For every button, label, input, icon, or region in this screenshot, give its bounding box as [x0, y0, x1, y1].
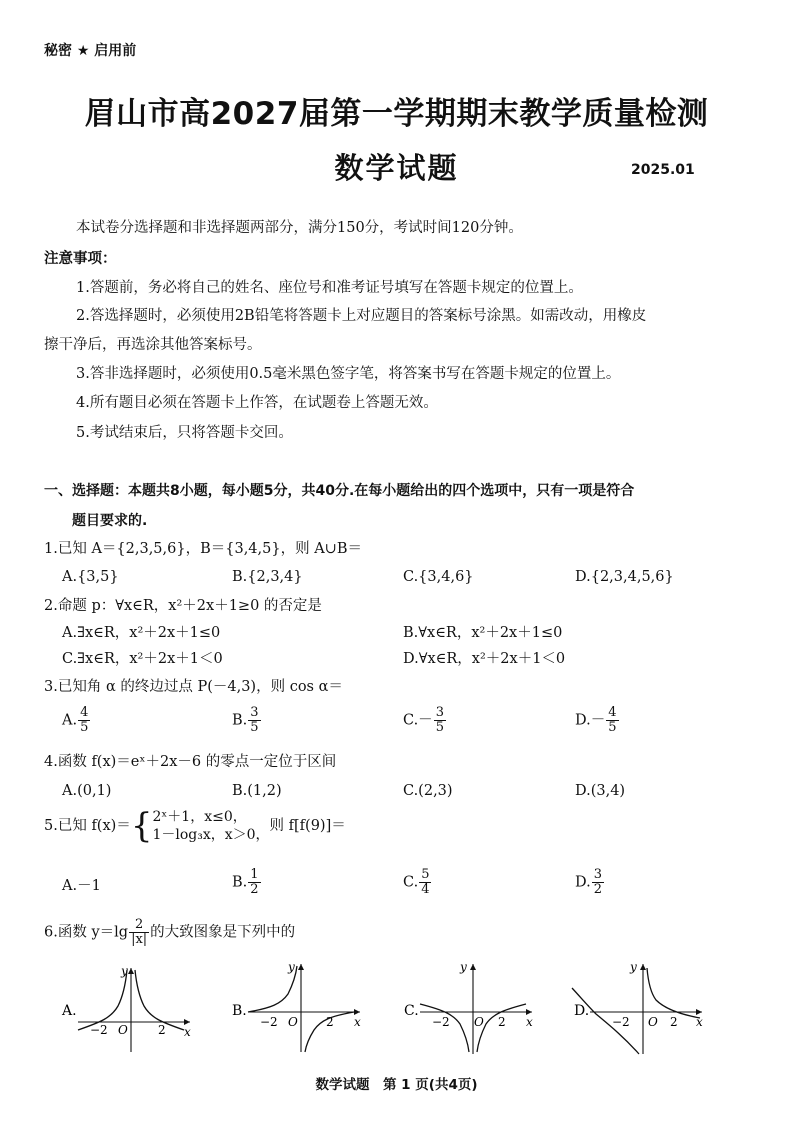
y-axis-label: y [460, 960, 467, 974]
x-axis-label: x [526, 1015, 533, 1029]
q5-option-c-fraction [419, 868, 431, 897]
fraction-numerator: 3 [593, 867, 602, 882]
graph-label: D. [574, 1003, 590, 1019]
fraction-denominator: 2 [250, 882, 259, 897]
fraction-numerator: 4 [608, 705, 617, 720]
origin-label: O [648, 1015, 658, 1029]
x-axis-label: x [696, 1015, 703, 1029]
note-item-5: 5.考试结束后，只将答题卡交回。 [76, 425, 293, 441]
q6-graph-d [568, 958, 708, 1058]
confidential-mark: 秘密 ★ 启用前 [44, 43, 137, 59]
note-item-1: 1.答题前，务必将自己的姓名、座位号和准考证号填写在答题卡规定的位置上。 [76, 280, 583, 296]
curve-right [647, 968, 700, 1018]
q5-piece-2: 1－log₃x，x＞0， [152, 827, 270, 843]
graph-label: C. [404, 1003, 419, 1019]
q5-suffix: 则 f[f(9)]＝ [269, 818, 346, 834]
q4-stem: 4.函数 f(x)＝eˣ＋2x－6 的零点一定位于区间 [44, 754, 337, 770]
q3-option-c [403, 706, 447, 735]
tick-neg2: −2 [612, 1015, 630, 1029]
x-axis-label: x [184, 1025, 191, 1039]
tick-2: 2 [498, 1015, 506, 1029]
q2-option-a: A.∃x∈R，x²＋2x＋1≤0 [62, 625, 221, 641]
q3-option-b-label: B. [232, 712, 248, 729]
curve-right [135, 970, 184, 1030]
fraction-denominator: 5 [435, 720, 444, 735]
q5-option-a: A.－1 [62, 878, 101, 894]
q3-option-d-label: D.－ [575, 712, 606, 729]
q4-option-c: C.(2,3) [403, 783, 453, 799]
q3-option-d [575, 706, 620, 735]
note-item-2: 2.答选择题时，必须使用2B铅笔将答题卡上对应题目的答案标号涂黑。如需改动，用橡皮 [76, 308, 647, 324]
q1-option-b: B.{2,3,4} [232, 569, 303, 585]
fraction-numerator: 3 [435, 705, 444, 720]
graph-label: A. [62, 1003, 77, 1019]
q6-prefix: 6.函数 y＝lg [44, 924, 129, 941]
q5-prefix: 5.已知 f(x)＝ [44, 818, 131, 834]
x-axis-label: x [354, 1015, 361, 1029]
q3-option-c-fraction [434, 706, 446, 735]
q3-option-b [232, 706, 262, 735]
fraction-numerator: 4 [80, 705, 89, 720]
q4-option-a: A.(0,1) [62, 783, 112, 799]
q3-option-a-fraction [78, 706, 90, 735]
origin-label: O [288, 1015, 298, 1029]
q5-option-d [575, 868, 605, 897]
exam-subtitle: 数学试题 [334, 151, 459, 185]
q5-stem [44, 808, 346, 844]
y-axis-label: y [288, 960, 295, 974]
q6-fraction [129, 918, 149, 947]
q5-option-b-fraction [248, 868, 260, 897]
fraction-denominator: 4 [421, 882, 430, 897]
fraction-denominator: 5 [608, 720, 617, 735]
q6-graph-b [226, 958, 366, 1058]
tick-neg2: −2 [432, 1015, 450, 1029]
q1-option-d: D.{2,3,4,5,6} [575, 569, 674, 585]
intro-text: 本试卷分选择题和非选择题两部分，满分150分，考试时间120分钟。 [76, 220, 523, 236]
y-axis-arrow-icon [470, 964, 476, 970]
q1-stem: 1.已知 A＝{2,3,5,6}，B＝{3,4,5}，则 A∪B＝ [44, 541, 362, 557]
y-axis-label: y [121, 964, 128, 978]
q2-option-c: C.∃x∈R，x²＋2x＋1＜0 [62, 651, 223, 667]
q5-piecewise [152, 808, 269, 844]
q5-option-b-label: B. [232, 874, 248, 891]
exam-title: 眉山市高2027届第一学期期末教学质量检测 [84, 96, 709, 132]
q2-option-d: D.∀x∈R，x²＋2x＋1＜0 [403, 651, 566, 667]
q3-option-d-fraction [606, 706, 618, 735]
fraction-numerator: 3 [250, 705, 259, 720]
tick-2: 2 [326, 1015, 334, 1029]
q1-option-a: A.{3,5} [62, 569, 119, 585]
note-item-2-cont: 擦干净后，再选涂其他答案标号。 [44, 337, 262, 353]
notes-heading: 注意事项： [44, 251, 117, 267]
fraction-denominator: 2 [593, 882, 602, 897]
note-item-4: 4.所有题目必须在答题卡上作答，在试题卷上答题无效。 [76, 395, 438, 411]
tick-2: 2 [158, 1023, 166, 1037]
q3-option-b-fraction [248, 706, 260, 735]
piecewise-brace: { [130, 806, 153, 846]
fraction-denominator: |x| [131, 932, 148, 947]
q6-graph-c [398, 958, 538, 1058]
q5-piece-1: 2ˣ＋1，x≤0， [152, 809, 247, 825]
q6-graph-a [56, 958, 196, 1058]
q6-stem [44, 918, 295, 947]
curve-right [305, 1012, 354, 1052]
q6-suffix: 的大致图象是下列中的 [150, 924, 296, 941]
fraction-denominator: 5 [80, 720, 89, 735]
fraction-numerator: 1 [250, 867, 259, 882]
q4-option-b: B.(1,2) [232, 783, 282, 799]
fraction-numerator: 2 [129, 918, 149, 933]
exam-date: 2025.01 [631, 162, 695, 178]
page-footer: 数学试题 第 1 页(共4页) [315, 1077, 478, 1093]
q1-option-c: C.{3,4,6} [403, 569, 474, 585]
y-axis-arrow-icon [640, 964, 646, 970]
q4-option-d: D.(3,4) [575, 783, 626, 799]
q5-option-c [403, 868, 432, 897]
q5-option-b [232, 868, 262, 897]
graph-label: B. [232, 1003, 247, 1019]
origin-label: O [474, 1015, 484, 1029]
tick-neg2: −2 [260, 1015, 278, 1029]
section-1-heading-cont: 题目要求的. [72, 513, 148, 529]
tick-neg2: −2 [90, 1023, 108, 1037]
curve-left [78, 970, 127, 1030]
note-item-3: 3.答非选择题时，必须使用0.5毫米黑色签字笔，将答案书写在答题卡规定的位置上。 [76, 366, 621, 382]
fraction-numerator: 5 [421, 867, 430, 882]
q3-option-a-label: A. [62, 712, 78, 729]
fraction-denominator: 5 [250, 720, 259, 735]
q3-option-c-label: C.－ [403, 712, 433, 729]
q3-option-a [62, 706, 91, 735]
q3-stem: 3.已知角 α 的终边过点 P(－4,3)，则 cos α＝ [44, 679, 343, 695]
q5-option-c-label: C. [403, 874, 419, 891]
section-1-heading: 一、选择题：本题共8小题，每小题5分，共40分.在每小题给出的四个选项中，只有一项是符合 [44, 483, 635, 499]
origin-label: O [118, 1023, 128, 1037]
q2-option-b: B.∀x∈R，x²＋2x＋1≤0 [403, 625, 563, 641]
q5-option-d-fraction [592, 868, 604, 897]
y-axis-label: y [630, 960, 637, 974]
y-axis-arrow-icon [128, 968, 134, 974]
q5-option-d-label: D. [575, 874, 591, 891]
q2-stem: 2.命题 p：∀x∈R，x²＋2x＋1≥0 的否定是 [44, 598, 322, 614]
tick-2: 2 [670, 1015, 678, 1029]
y-axis-arrow-icon [298, 964, 304, 970]
